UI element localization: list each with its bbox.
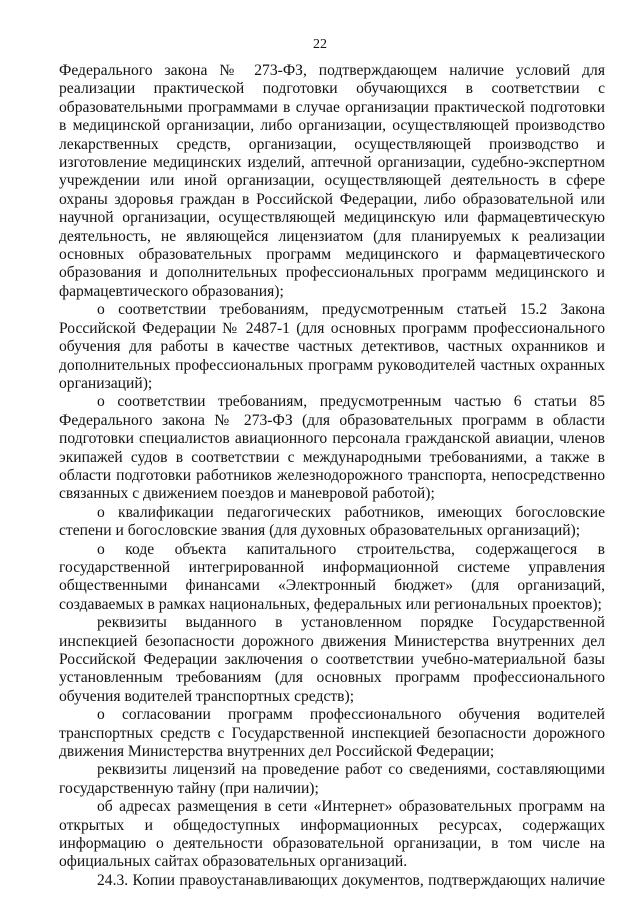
paragraph-section-24-3: 24.3. Копии правоустанавливающих документов, подтверждающих наличие: [97, 871, 605, 889]
paragraph-construction-code: о коде объекта капитального строительства, содержащегося в государственной интегрированной информационной системе управления общественными финансами «Электронный бюджет» (для организаций, создаваемых в рамках национальных, федеральных или региональных проектов);: [59, 540, 605, 613]
paragraph-driver-program-approval: о согласовании программ профессионального обучения водителей транспортных средств с Государственной инспекцией безопасности дорожного движения Министерства внутренних дел Российской Федерации;: [59, 706, 605, 761]
paragraph-theological-qualification: о квалификации педагогических работников, имеющих богословские степени и богословские звания (для духовных образовательных организаций);: [59, 503, 605, 540]
document-body: [59, 62, 605, 890]
paragraph-state-secret-license: реквизиты лицензий на проведение работ со сведениями, составляющими государственную тайну (при наличии);: [59, 761, 605, 797]
paragraph-continuation: Федерального закона № 273-ФЗ, подтверждающем наличие условий для реализации практической подготовки обучающихся в соответствии с образовательными программами в случае организации практической подготовки в медицинской организации, либо организации, осуществляющей производство лекарственных средств, организации, осуществляющей производство и изготовление медицинских изделий, аптечной организации, судебно-экспертном учреждении или иной организации, осуществляющей деятельность в сфере охраны здоровья граждан в Российской Федерации, либо образовательной или научной организации, осуществляющей медицинскую или фармацевтическую деятельность, не являющейся лицензиатом (для планируемых к реализации основных образовательных программ медицинского и фармацевтического образования и дополнительных профессиональных программ медицинского и фармацевтического образования);: [59, 62, 605, 300]
paragraph-aviation-railway: о соответствии требованиям, предусмотренным частью 6 статьи 85 Федерального закона № 273-ФЗ (для образовательных программ в области подготовки специалистов авиационного персонала гражданской авиации, членов экипажей судов в соответствии с международными требованиями, а также в области подготовки работников железнодорожного транспорта, непосредственно связанных с движением поездов и маневровой работой);: [59, 393, 605, 503]
paragraph-traffic-police-conclusion: реквизиты выданного в установленном порядке Государственной инспекцией безопасности дорожного движения Министерства внутренних дел Российской Федерации заключения о соответствии учебно-материальной базы установленным требованиям (для основных программ профессионального обучения водителей транспортных средств);: [59, 614, 605, 705]
paragraph-detective-security: о соответствии требованиям, предусмотренным статьей 15.2 Закона Российской Федерации № 2487-1 (для основных программ профессионального обучения для работы в качестве частных детективов, частных охранников и дополнительных профессиональных программ руководителей частных охранных организаций);: [59, 301, 605, 392]
page-number: 22: [313, 37, 327, 52]
paragraph-internet-addresses: об адресах размещения в сети «Интернет» образовательных программ на открытых и общедоступных информационных ресурсах, содержащих информацию о деятельности образовательной организации, в том числе на официальных сайтах образовательных организаций.: [59, 798, 605, 871]
